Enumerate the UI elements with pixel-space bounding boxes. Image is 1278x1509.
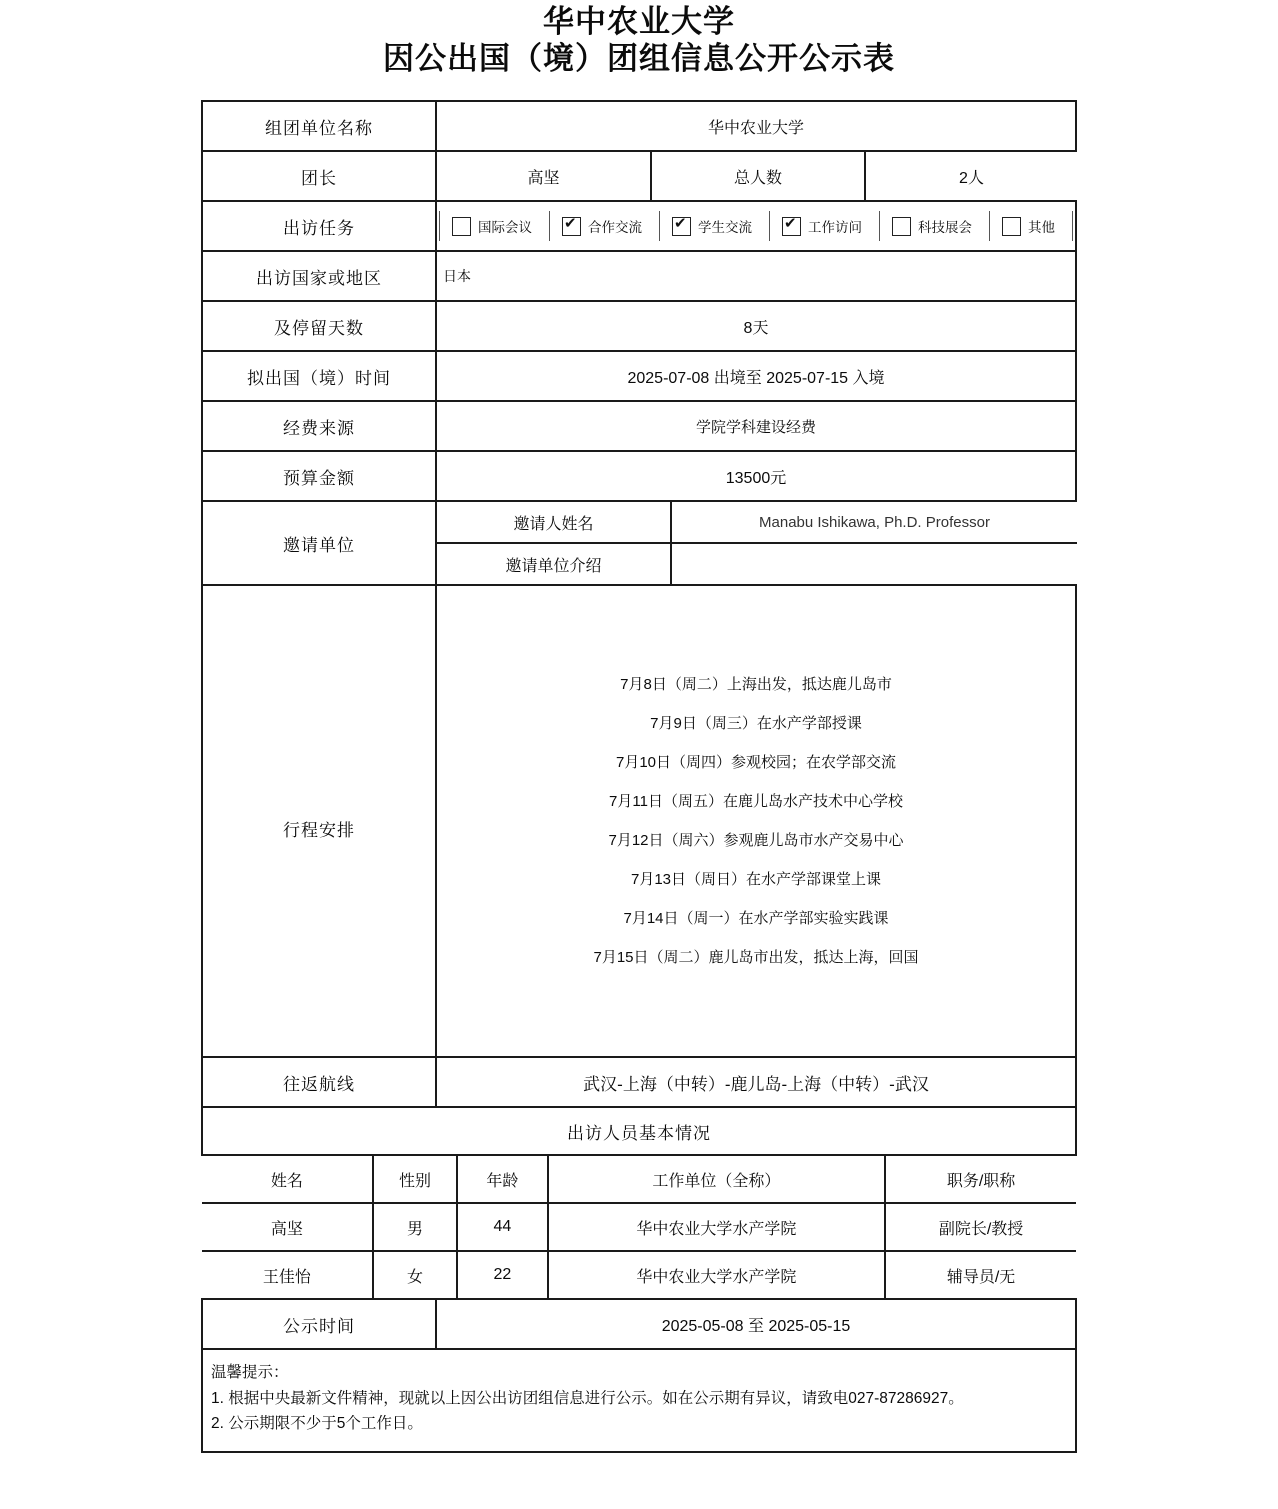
row-itinerary xyxy=(202,585,1076,1057)
delegation-info-table xyxy=(201,100,1077,1453)
task-option-6[interactable] xyxy=(990,211,1073,241)
row-publicity-time xyxy=(202,1299,1076,1349)
itinerary-item-4: 7月11日（周五）在鹿儿岛水产技术中心学校 xyxy=(609,793,903,811)
label-publicity-time: 公示时间 xyxy=(202,1299,436,1349)
itinerary-item-2: 7月9日（周三）在水产学部授课 xyxy=(650,715,862,733)
value-time: 2025-07-08 出境至 2025-07-15 入境 xyxy=(436,351,1076,401)
invite-cell-group xyxy=(436,501,1076,585)
value-org-unit: 华中农业大学 xyxy=(436,101,1076,151)
label-budget: 预算金额 xyxy=(202,451,436,501)
task-option-label: 合作交流 xyxy=(588,220,642,236)
row-route xyxy=(202,1057,1076,1107)
label-inviter-intro: 邀请单位介绍 xyxy=(437,543,671,584)
notice-line-1: 1. 根据中央最新文件精神，现就以上因公出访团组信息进行公示。如在公示期有异议，请致电027-87286927。 xyxy=(211,1389,964,1407)
row-people-section xyxy=(202,1107,1076,1155)
task-option-2[interactable] xyxy=(550,211,660,241)
itinerary-item-6: 7月13日（周日）在水产学部课堂上课 xyxy=(630,871,882,889)
people-cell: 华中农业大学水产学院 xyxy=(548,1251,886,1298)
row-invite-unit xyxy=(202,501,1076,585)
row-country xyxy=(202,251,1076,301)
people-cell: 华中农业大学水产学院 xyxy=(548,1203,886,1251)
checkbox-empty-icon[interactable] xyxy=(892,217,911,236)
value-publicity-time: 2025-05-08 至 2025-05-15 xyxy=(436,1299,1076,1349)
people-header-row xyxy=(202,1156,1076,1203)
checkbox-empty-icon[interactable] xyxy=(1002,217,1021,236)
people-cell: 女 xyxy=(373,1251,457,1298)
people-cell: 44 xyxy=(457,1203,547,1251)
row-budget xyxy=(202,451,1076,501)
task-option-4[interactable] xyxy=(770,211,880,241)
task-option-1[interactable] xyxy=(439,211,550,241)
notice-block xyxy=(202,1349,1076,1452)
invite-sub-table xyxy=(437,502,1077,584)
value-country: 日本 xyxy=(436,251,1076,301)
itinerary-item-1: 7月8日（周二）上海出发，抵达鹿儿岛市 xyxy=(620,676,892,694)
value-inviter-intro xyxy=(671,543,1077,584)
people-header-cell: 年龄 xyxy=(457,1156,547,1203)
label-task: 出访任务 xyxy=(202,201,436,251)
value-days: 8天 xyxy=(436,301,1076,351)
people-cell: 王佳怡 xyxy=(202,1251,373,1298)
task-option-label: 科技展会 xyxy=(918,220,972,236)
checkbox-empty-icon[interactable] xyxy=(452,217,471,236)
people-header-cell: 工作单位（全称） xyxy=(548,1156,886,1203)
task-option-3[interactable] xyxy=(660,211,770,241)
checkbox-checked-icon[interactable] xyxy=(672,217,691,236)
task-option-5[interactable] xyxy=(880,211,990,241)
people-cell: 辅导员/无 xyxy=(885,1251,1076,1298)
task-option-label: 工作访问 xyxy=(808,220,862,236)
value-inviter-name: Manabu Ishikawa, Ph.D. Professor xyxy=(671,502,1077,543)
checkbox-checked-icon[interactable] xyxy=(782,217,801,236)
row-task xyxy=(202,201,1076,251)
people-header-cell: 性别 xyxy=(373,1156,457,1203)
people-cell: 高坚 xyxy=(202,1203,373,1251)
notice-line-2: 2. 公示期限不少于5个工作日。 xyxy=(211,1415,423,1433)
label-time: 拟出国（境）时间 xyxy=(202,351,436,401)
itinerary-item-8: 7月15日（周二）鹿儿岛市出发，抵达上海，回国 xyxy=(593,949,919,967)
label-leader: 团长 xyxy=(202,151,436,201)
task-option-label: 学生交流 xyxy=(698,220,752,236)
leader-sub-table xyxy=(437,152,1077,200)
value-total-people: 2人 xyxy=(865,152,1077,200)
value-route: 武汉-上海（中转）-鹿儿岛-上海（中转）-武汉 xyxy=(436,1057,1076,1107)
title-line-2: 因公出国（境）团组信息公开公示表 xyxy=(383,40,895,76)
people-table xyxy=(202,1156,1076,1298)
value-budget: 13500元 xyxy=(436,451,1076,501)
row-notice xyxy=(202,1349,1076,1452)
people-section-heading: 出访人员基本情况 xyxy=(202,1107,1076,1155)
task-options xyxy=(437,202,1075,250)
row-people-body xyxy=(202,1155,1076,1299)
value-itinerary xyxy=(436,585,1076,1057)
notice-heading: 温馨提示： xyxy=(211,1364,289,1382)
row-leader xyxy=(202,151,1076,201)
task-option-label: 国际会议 xyxy=(478,220,532,236)
people-cell: 男 xyxy=(373,1203,457,1251)
label-route: 往返航线 xyxy=(202,1057,436,1107)
row-funding xyxy=(202,401,1076,451)
task-checkbox-group xyxy=(436,201,1076,251)
people-table-wrapper xyxy=(202,1155,1076,1299)
value-leader: 高坚 xyxy=(437,152,651,200)
label-days: 及停留天数 xyxy=(202,301,436,351)
itinerary-item-3: 7月10日（周四）参观校园；在农学部交流 xyxy=(615,754,897,772)
label-itinerary: 行程安排 xyxy=(202,585,436,1057)
table-row xyxy=(202,1251,1076,1298)
itinerary-list xyxy=(437,665,1075,977)
label-invite-unit: 邀请单位 xyxy=(202,501,436,585)
people-cell: 22 xyxy=(457,1251,547,1298)
task-option-label: 其他 xyxy=(1028,220,1055,236)
value-funding: 学院学科建设经费 xyxy=(436,401,1076,451)
label-inviter-name: 邀请人姓名 xyxy=(437,502,671,543)
title-line-1: 华中农业大学 xyxy=(543,4,735,39)
people-cell: 副院长/教授 xyxy=(885,1203,1076,1251)
row-days xyxy=(202,301,1076,351)
label-total-people: 总人数 xyxy=(651,152,865,200)
itinerary-item-7: 7月14日（周一）在水产学部实验实践课 xyxy=(623,910,889,928)
leader-cell-group xyxy=(436,151,1076,201)
document-title xyxy=(0,0,1278,76)
checkbox-checked-icon[interactable] xyxy=(562,217,581,236)
table-row xyxy=(202,1203,1076,1251)
itinerary-item-5: 7月12日（周六）参观鹿儿岛市水产交易中心 xyxy=(608,832,904,850)
people-header-cell: 职务/职称 xyxy=(885,1156,1076,1203)
label-org-unit: 组团单位名称 xyxy=(202,101,436,151)
label-funding: 经费来源 xyxy=(202,401,436,451)
row-time xyxy=(202,351,1076,401)
row-org-unit xyxy=(202,101,1076,151)
people-header-cell: 姓名 xyxy=(202,1156,373,1203)
label-country: 出访国家或地区 xyxy=(202,251,436,301)
